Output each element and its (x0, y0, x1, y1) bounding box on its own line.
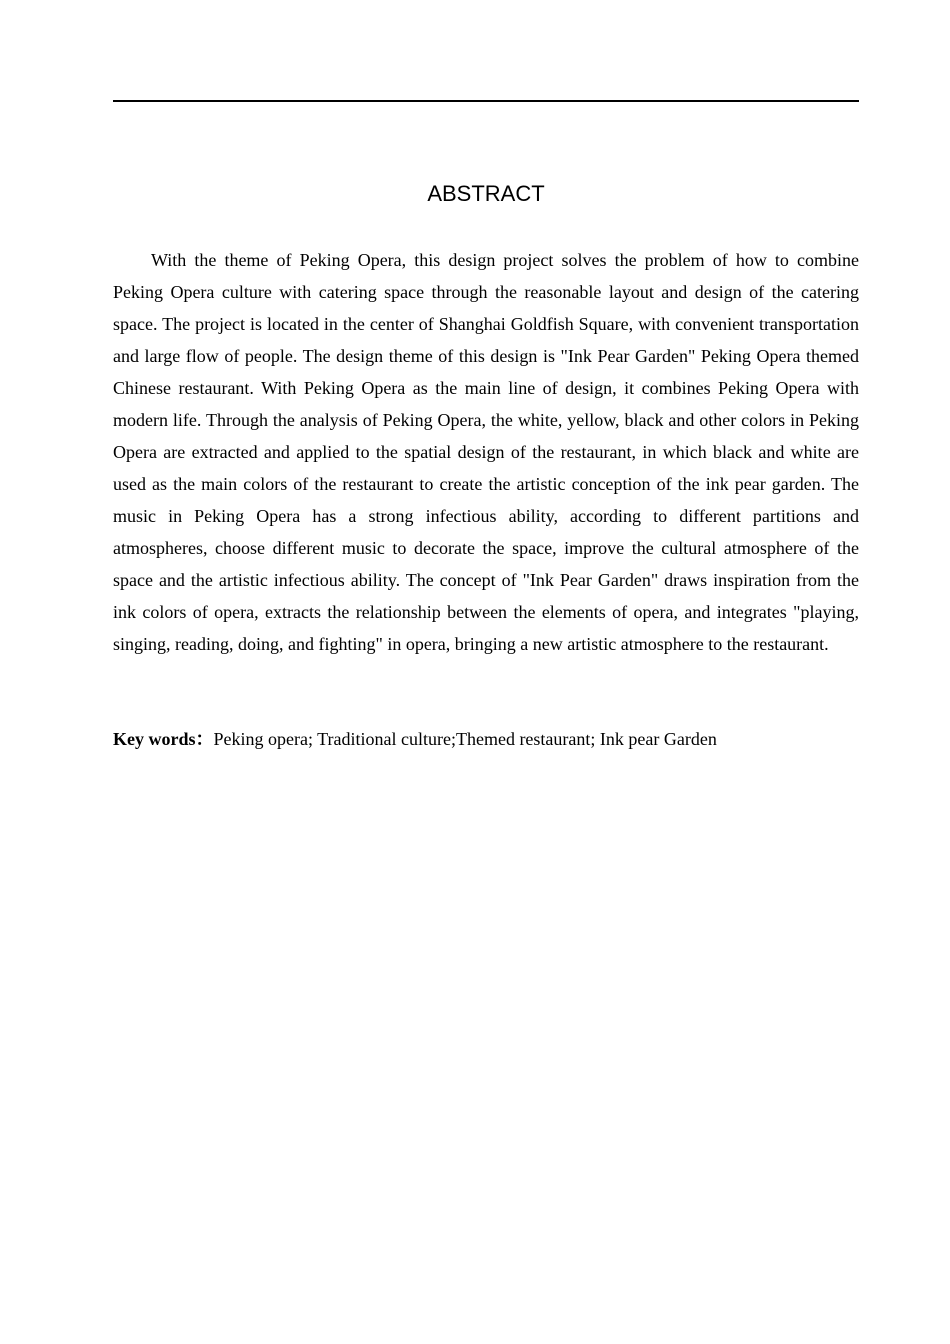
keywords-line (113, 723, 859, 755)
keywords-label: Key words： (113, 729, 214, 749)
header-divider (113, 100, 859, 102)
abstract-body: With the theme of Peking Opera, this design project solves the problem of how to combine Peking Opera culture with catering space through the reasonable layout and design of the catering space. The project is located in the center of Shanghai Goldfish Square, with convenient transportation and large flow of people. The design theme of this design is "Ink Pear Garden" Peking Opera themed Chinese restaurant. With Peking Opera as the main line of design, it combines Peking Opera with modern life. Through the analysis of Peking Opera, the white, yellow, black and other colors in Peking Opera are extracted and applied to the spatial design of the restaurant, in which black and white are used as the main colors of the restaurant to create the artistic conception of the ink pear garden. The music in Peking Opera has a strong infectious ability, according to different partitions and atmospheres, choose different music to decorate the space, improve the cultural atmosphere of the space and the artistic infectious ability. The concept of "Ink Pear Garden" draws inspiration from the ink colors of opera, extracts the relationship between the elements of opera, and integrates "playing, singing, reading, doing, and fighting" in opera, bringing a new artistic atmosphere to the restaurant. (113, 250, 859, 654)
keywords-value: Peking opera; Traditional culture;Themed restaurant; Ink pear Garden (213, 729, 717, 749)
abstract-title: ABSTRACT (427, 181, 545, 206)
